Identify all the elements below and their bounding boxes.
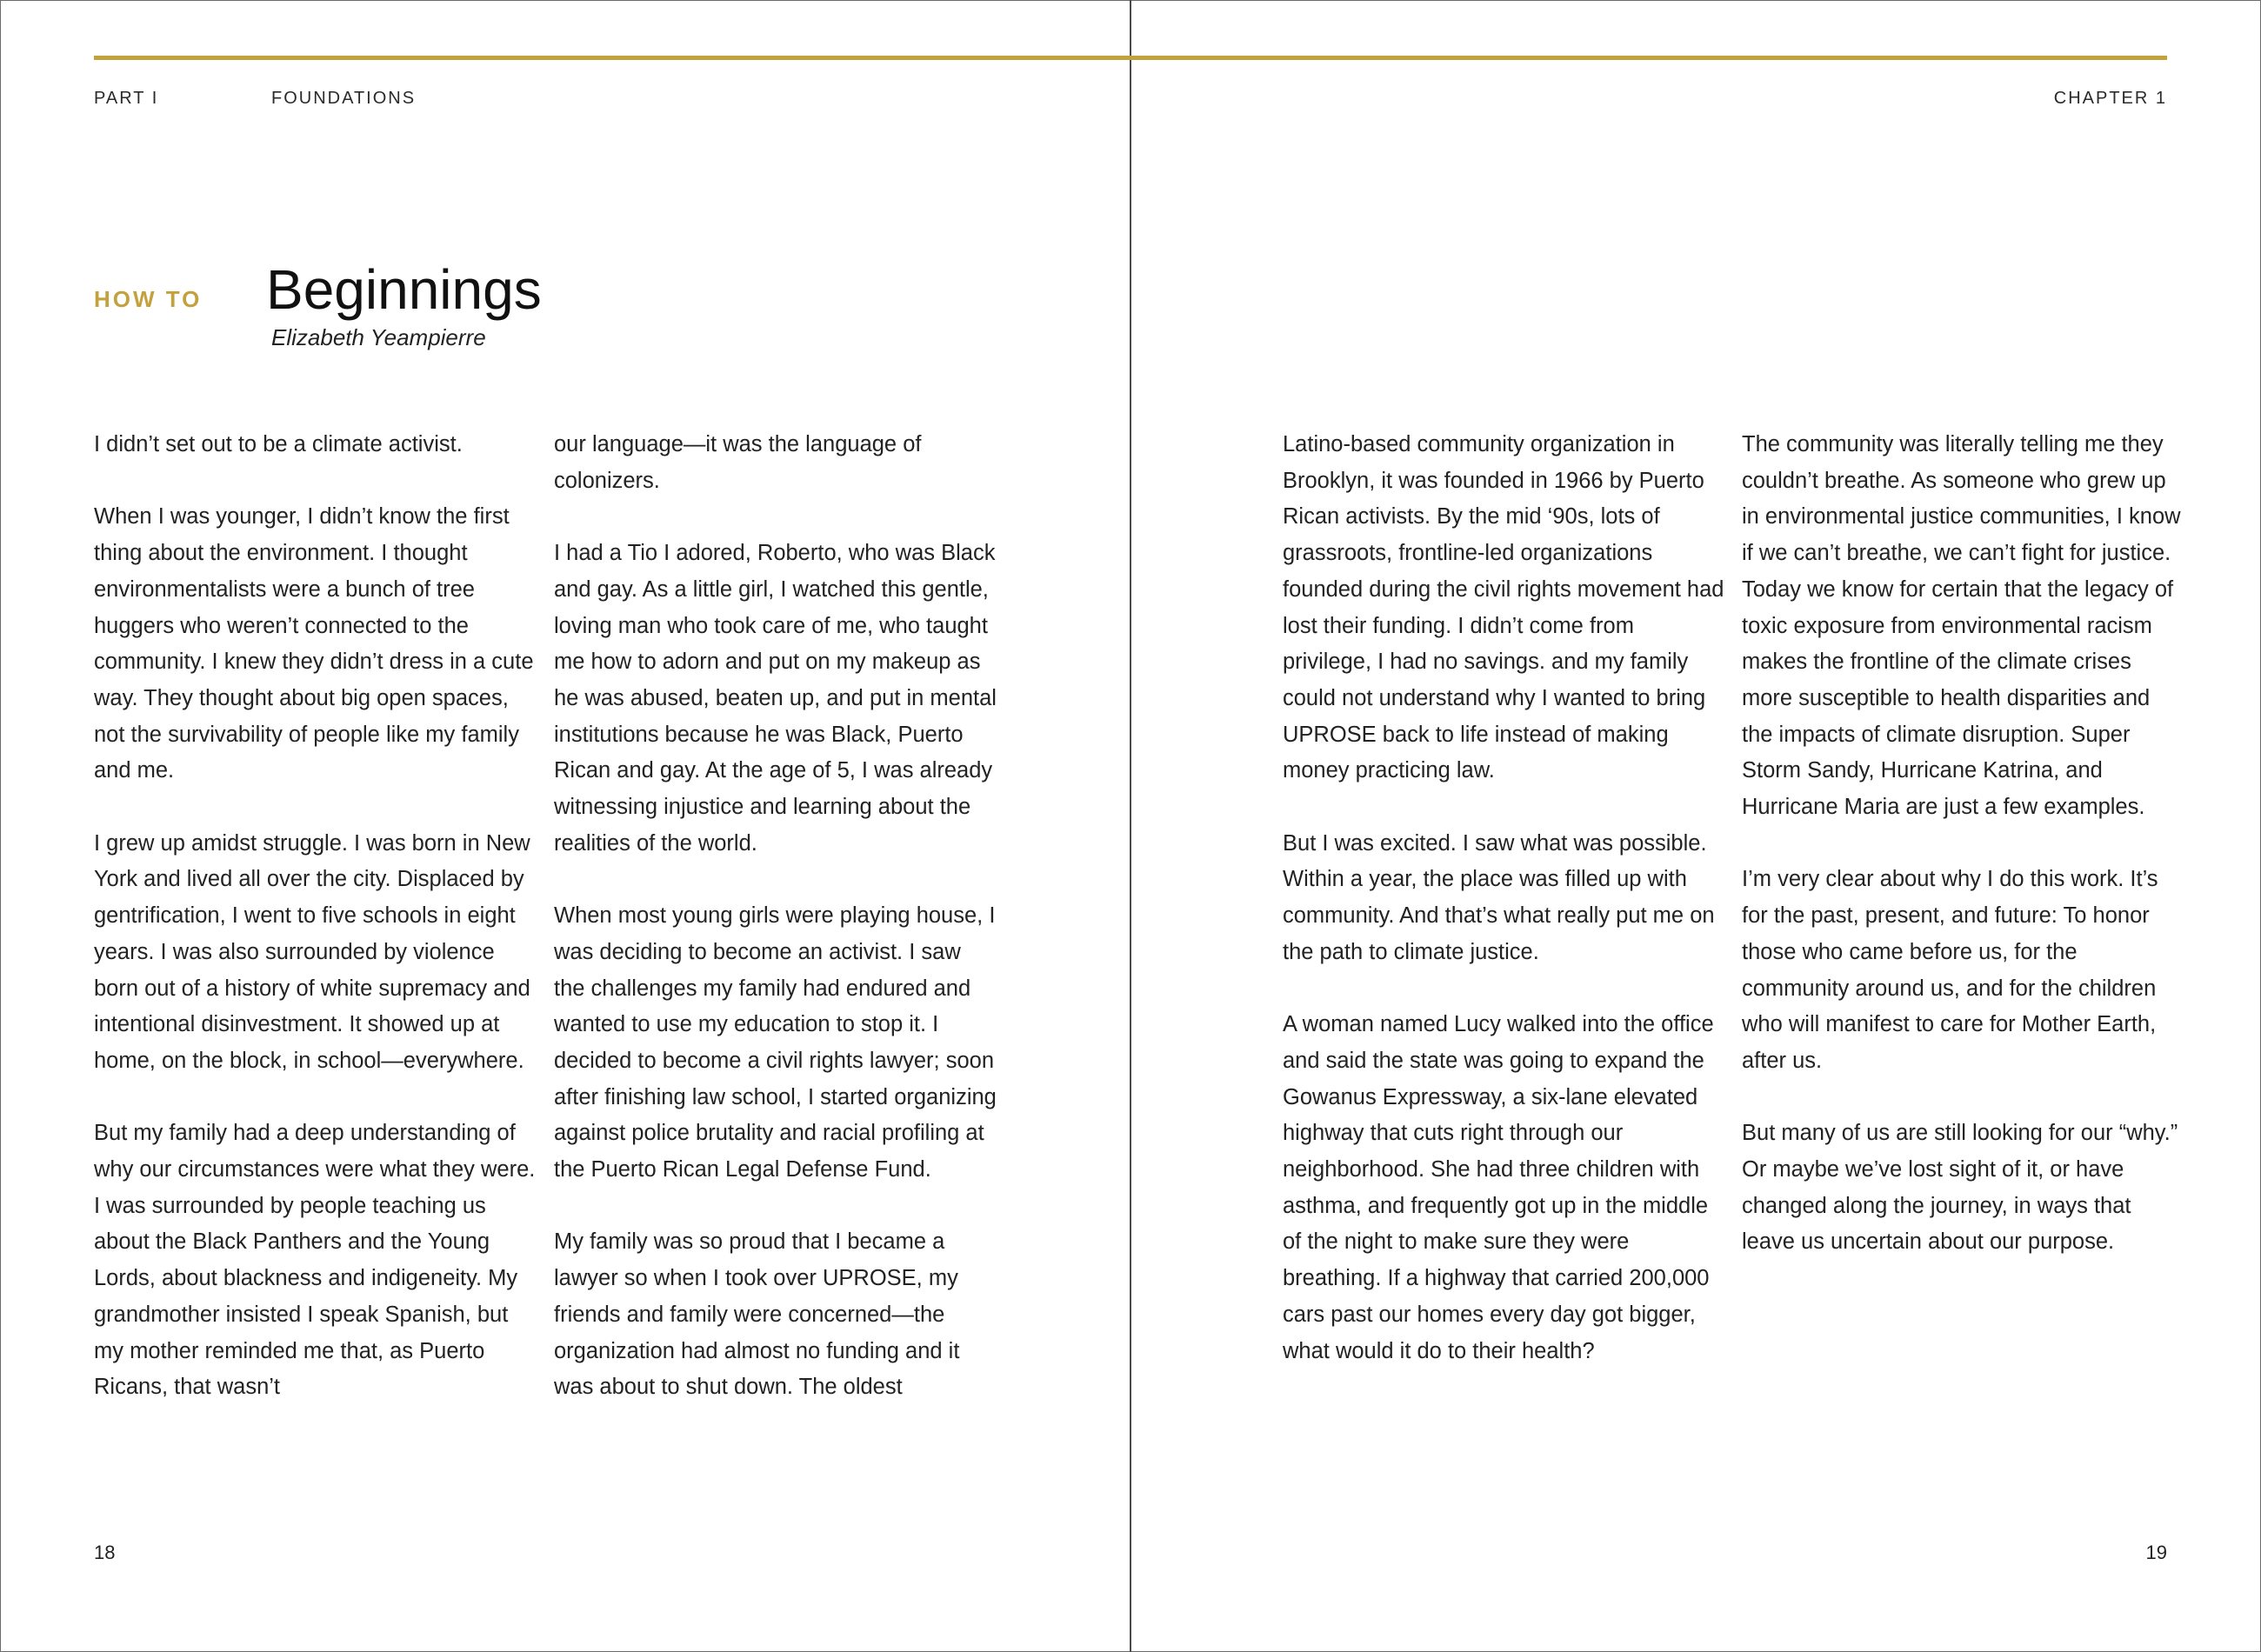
spine-gutter bbox=[1130, 0, 1131, 1652]
paragraph: I had a Tio I adored, Roberto, who was Black and gay. As a little girl, I watched this gentle, loving man who took care of me, who taught me how to adorn and put on my makeup as he was abused, beaten up, and put in mental institutions because he was Black, Puerto Rican and gay. At the age of 5, I was already witnessing injustice and learning about the realities of the world. bbox=[554, 541, 997, 856]
running-head-part: PART I bbox=[94, 89, 159, 108]
paragraph: A woman named Lucy walked into the office and said the state was going to expand the Gowanus Expressway, a six-lane elevated highway that cuts right through our neighborhood. She had three children with asthma, and frequently got up in the middle of the night to make sure they were breathing. If a highway that carried 200,000 cars past our homes every day got bigger, what would it do to their health? bbox=[1283, 1012, 1714, 1363]
paragraph: But my family had a deep understanding of why our circumstances were what they were. I was surrounded by people teaching us about the Black Panthers and the Young Lords, about blackness and indigeneity. My grandmother insisted I speak Spanish, but my mother reminded me that, as Puerto Ricans, that wasn’t bbox=[94, 1121, 536, 1400]
how-to-kicker: HOW TO bbox=[94, 286, 203, 312]
paragraph: I grew up amidst struggle. I was born in New York and lived all over the city. Displaced by gentrification, I went to five schools in eight years. I was also surrounded by violence born out of a history of white supremacy and intentional disinvestment. It showed up at home, on the block, in school—everywhere. bbox=[94, 830, 530, 1073]
paragraph: The community was literally telling me they couldn’t breathe. As someone who grew up in environmental justice communities, I know if we can’t breathe, we can’t fight for justice. Today we know for certain that the legacy of toxic exposure from environmental racism makes the frontline of the climate crises more susceptible to health disparities and the impacts of climate disruption. Super Storm Sandy, Hurricane Katrina, and Hurricane Maria are just a few examples. bbox=[1742, 432, 2181, 820]
running-head-section: FOUNDATIONS bbox=[271, 89, 417, 108]
paragraph: But I was excited. I saw what was possible. Within a year, the place was filled up with community. And that’s what really put me on the path to climate justice. bbox=[1283, 830, 1715, 964]
paragraph: Latino-based community organization in Brooklyn, it was founded in 1966 by Puerto Rican activists. By the mid ‘90s, lots of grassroots, frontline-led organizations founded during the civil rights movement had lost their funding. I didn’t come from privilege, I had no savings. and my family could not understand why I wanted to bring UPROSE back to life instead of making money practicing law. bbox=[1283, 432, 1724, 783]
page-number-left: 18 bbox=[94, 1542, 116, 1563]
text-column-4 bbox=[1742, 427, 2185, 1261]
paragraph: But many of us are still looking for our “why.” Or maybe we’ve lost sight of it, or have changed along the journey, in ways that leave us uncertain about our purpose. bbox=[1742, 1121, 2178, 1255]
running-head-chapter: CHAPTER 1 bbox=[2053, 89, 2167, 108]
paragraph: I’m very clear about why I do this work. It’s for the past, present, and future: To honor those who came before us, for the community around us, and for the children who will manifest to care for Mother Earth, after us. bbox=[1742, 867, 2158, 1073]
text-column-3 bbox=[1283, 427, 1726, 1369]
chapter-title: Beginnings bbox=[266, 258, 542, 321]
text-column-1 bbox=[94, 427, 537, 1406]
text-column-2 bbox=[554, 427, 997, 1406]
paragraph: I didn’t set out to be a climate activist. bbox=[94, 432, 463, 456]
author-byline: Elizabeth Yeampierre bbox=[271, 324, 486, 350]
paragraph: When most young girls were playing house, I was deciding to become an activist. I saw the challenges my family had endured and wanted to use my education to stop it. I decided to become a civil rights lawyer; soon after finishing law school, I started organizing against police brutality and racial profiling at the Puerto Rican Legal Defense Fund. bbox=[554, 903, 997, 1182]
paragraph: When I was younger, I didn’t know the first thing about the environment. I thought environmentalists were a bunch of tree huggers who weren’t connected to the community. I knew they didn’t dress in a cute way. They thought about big open spaces, not the survivability of people like my family and me. bbox=[94, 504, 534, 783]
header-rule bbox=[94, 56, 2167, 60]
page-number-right: 19 bbox=[2145, 1542, 2167, 1563]
paragraph: our language—it was the language of colonizers. bbox=[554, 432, 922, 493]
paragraph: My family was so proud that I became a lawyer so when I took over UPROSE, my friends and family were concerned—the organization had almost no funding and it was about to shut down. The oldest bbox=[554, 1229, 960, 1400]
